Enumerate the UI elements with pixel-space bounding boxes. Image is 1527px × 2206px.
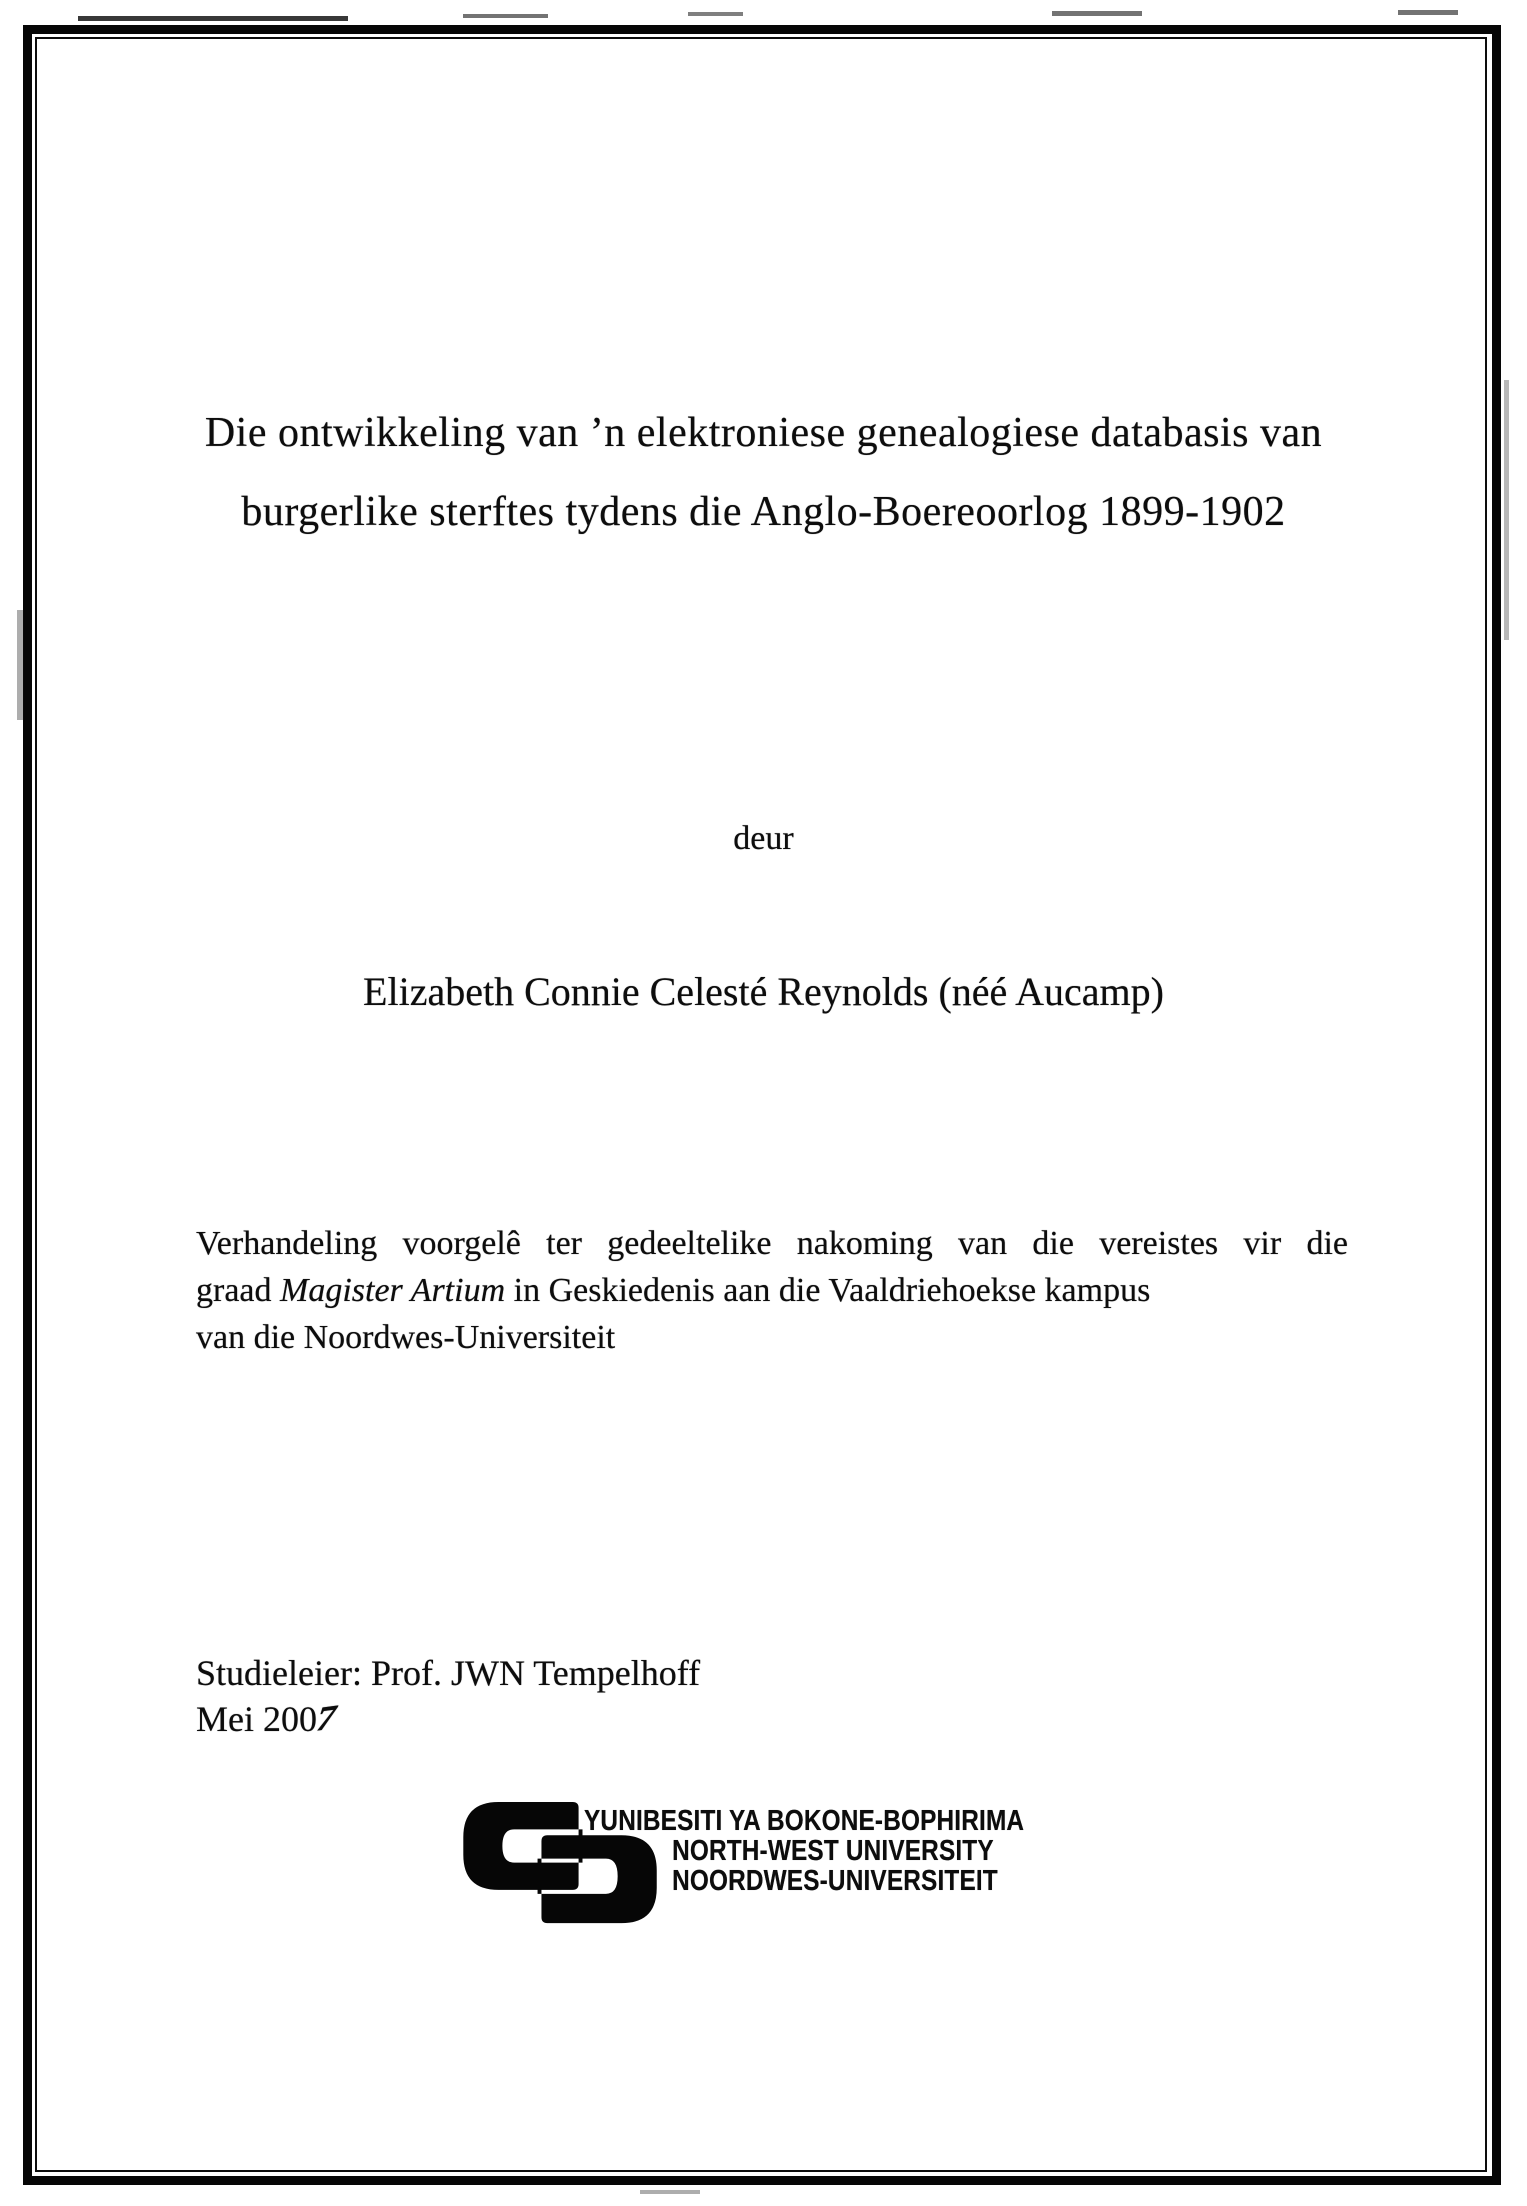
author-name: Elizabeth Connie Celesté Reynolds (néé Aucamp): [363, 969, 1164, 1014]
university-logo: [463, 1800, 1083, 1940]
supervisor-block: [196, 1650, 700, 1742]
scan-artifact: [1052, 11, 1142, 16]
logo-text-english: NORTH-WEST UNIVERSITY: [672, 1835, 994, 1867]
degree-statement-line-2-prefix: graad: [196, 1272, 281, 1309]
scan-artifact: [463, 14, 548, 18]
degree-statement-line-1: Verhandeling voorgelê ter gedeeltelike nakoming van die vereistes vir die: [196, 1225, 1348, 1262]
byline-label: deur: [733, 820, 794, 857]
logo-text-setswana: YUNIBESITI YA BOKONE-BOPHIRIMA: [584, 1805, 1025, 1837]
degree-statement: [196, 1220, 1348, 1361]
degree-statement-line-2-suffix: in Geskiedenis aan die Vaaldriehoekse kampus: [505, 1272, 1151, 1309]
date-last-digit: 7: [310, 1696, 342, 1740]
degree-statement-line-3: van die Noordwes-Universiteit: [196, 1319, 616, 1356]
degree-statement-line-2: [196, 1267, 1348, 1314]
thesis-title-line-1: Die ontwikkeling van ’n elektroniese genealogiese databasis van: [204, 410, 1323, 456]
degree-name-italic: Magister Artium: [280, 1272, 506, 1309]
university-logo-text: [584, 1806, 1024, 1896]
date-line: [196, 1696, 700, 1742]
supervisor-line: Studieleier: Prof. JWN Tempelhoff: [196, 1653, 701, 1693]
date-prefix: Mei 200: [196, 1699, 317, 1739]
logo-text-afrikaans: NOORDWES-UNIVERSITEIT: [672, 1865, 998, 1897]
scan-artifact: [640, 2190, 700, 2194]
scan-artifact: [78, 16, 348, 21]
scan-artifact: [1504, 380, 1509, 640]
scan-artifact: [688, 12, 743, 16]
thesis-title-line-2: burgerlike sterftes tydens die Anglo-Boereoorlog 1899-1902: [241, 489, 1286, 535]
scan-artifact: [1398, 10, 1458, 15]
scan-artifact: [17, 610, 24, 720]
thesis-title: [110, 394, 1417, 552]
